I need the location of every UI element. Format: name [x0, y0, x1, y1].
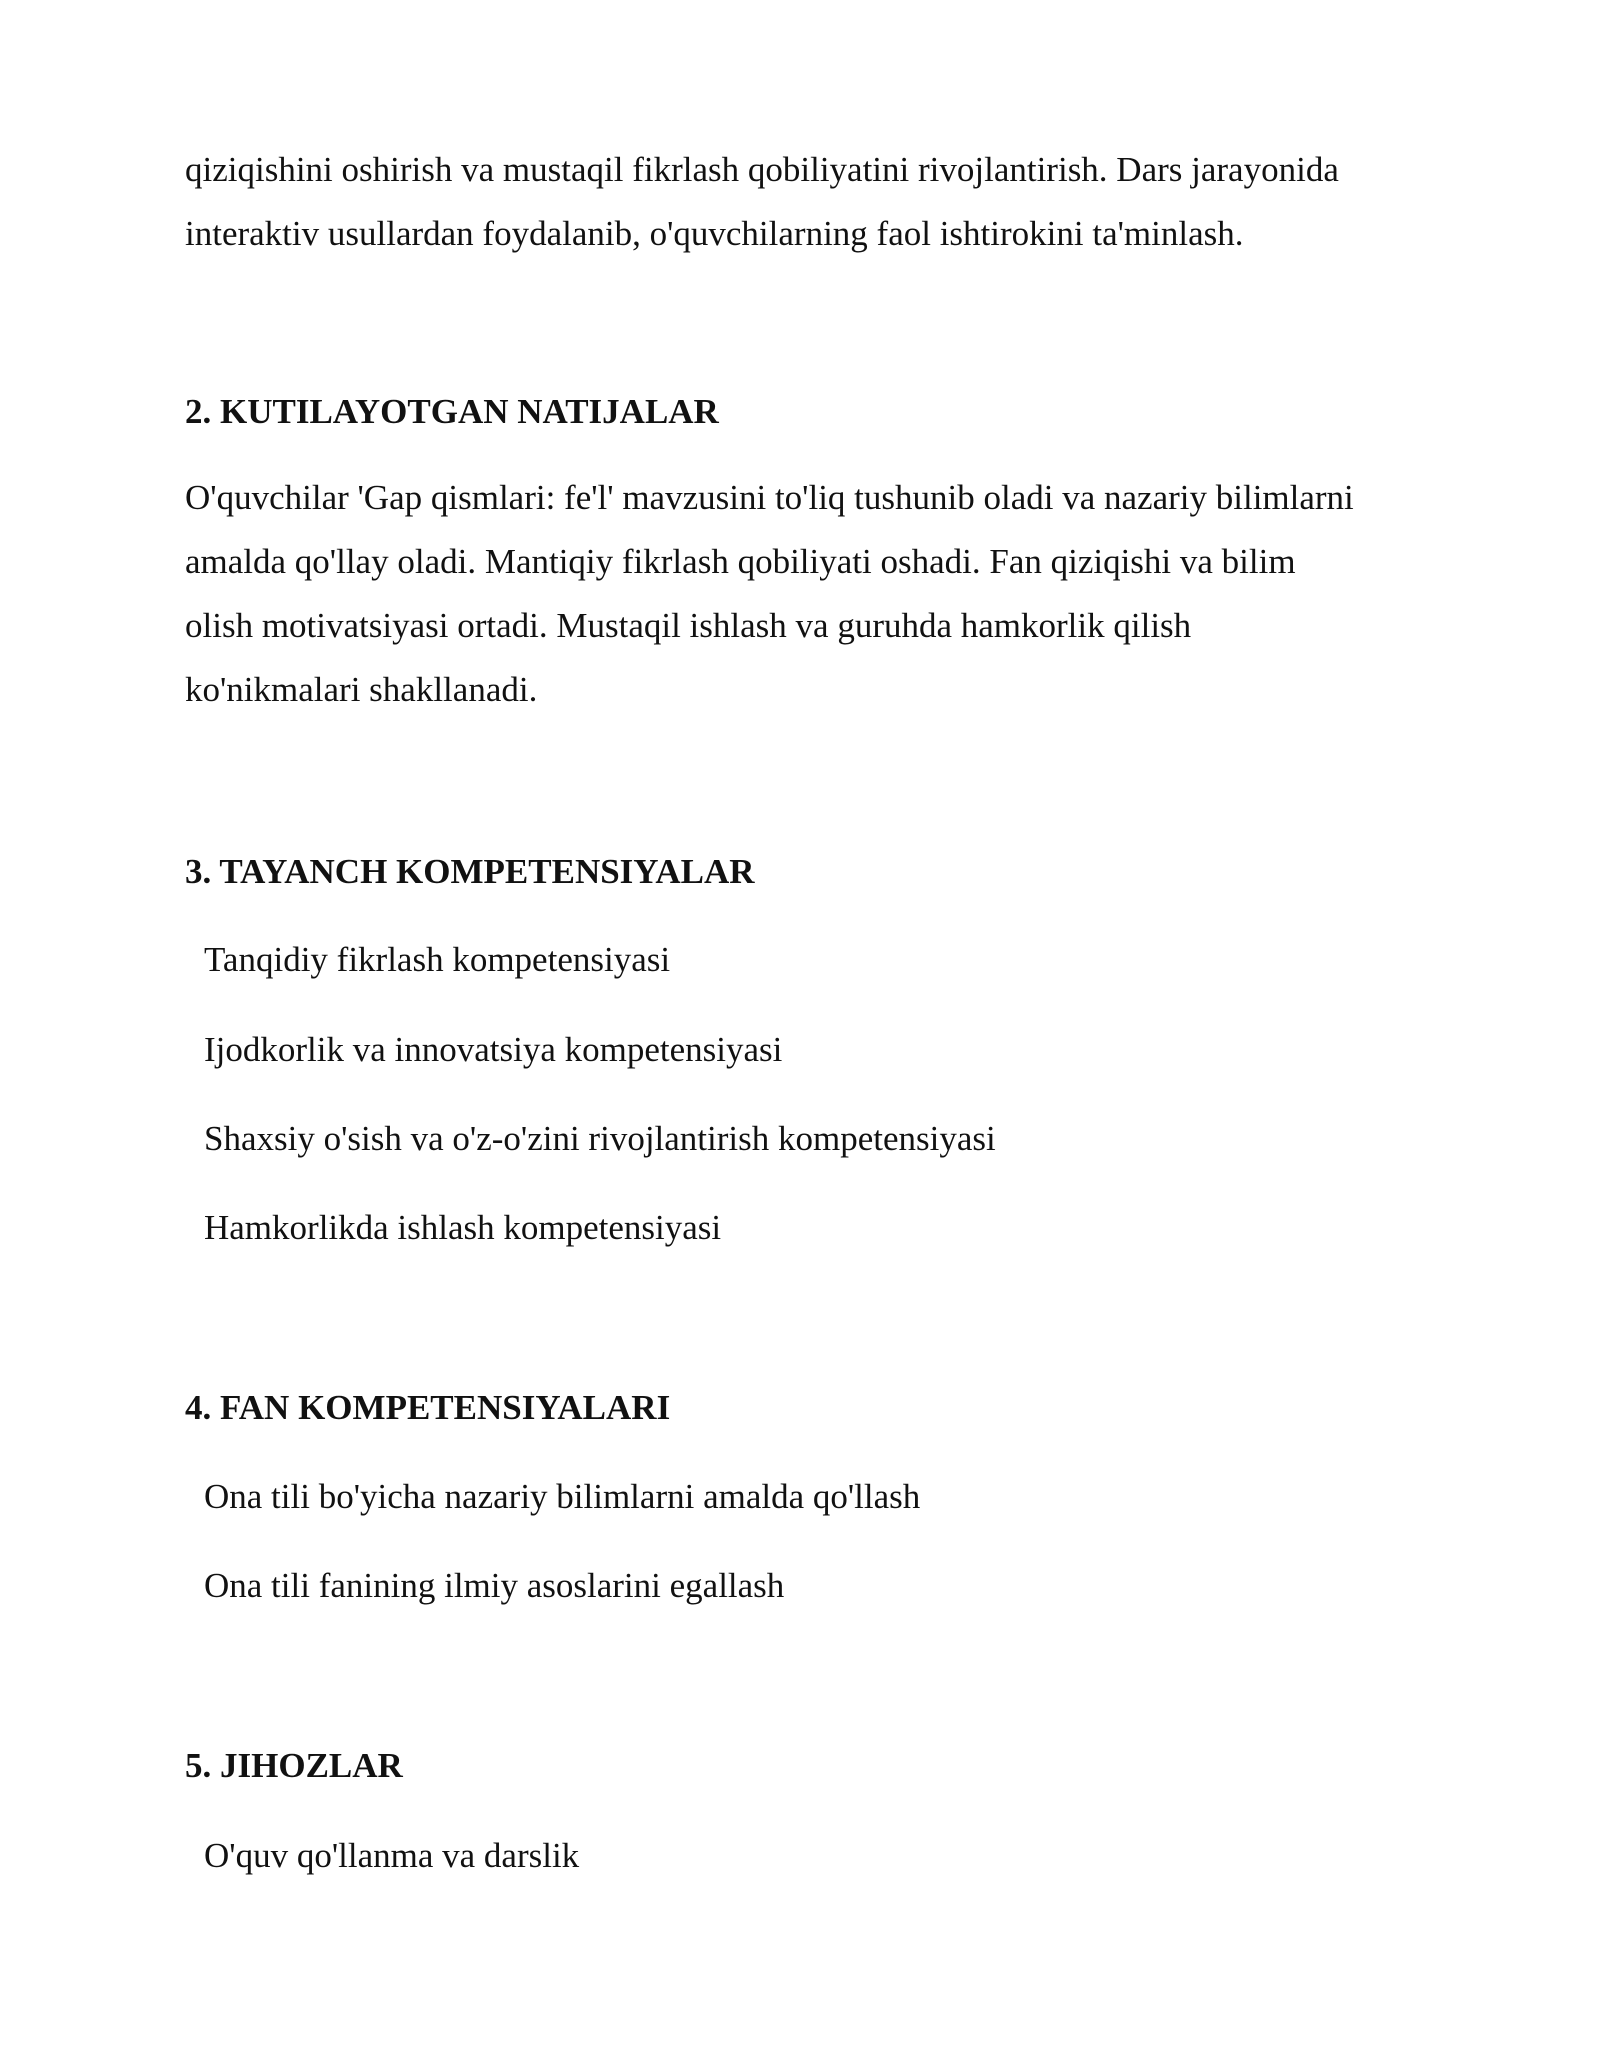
list-item: Tanqidiy fikrlash kompetensiyasi — [204, 940, 671, 979]
results-line: amalda qo'llay oladi. Mantiqiy fikrlash qobiliyati oshadi. Fan qiziqishi va bilim — [185, 542, 1296, 581]
results-line: O'quvchilar 'Gap qismlari: fe'l' mavzusini to'liq tushunib oladi va nazariy bilimlarni — [185, 478, 1354, 517]
section-heading-fan-kompetensiyalari: 4. FAN KOMPETENSIYALARI — [185, 1388, 671, 1427]
intro-line: interaktiv usullardan foydalanib, o'quvchilarning faol ishtirokini ta'minlash. — [185, 214, 1244, 253]
results-paragraph — [185, 466, 1445, 722]
list-item: Hamkorlikda ishlash kompetensiyasi — [204, 1208, 722, 1247]
section-heading-kutilayotgan-natijalar: 2. KUTILAYOTGAN NATIJALAR — [185, 392, 719, 431]
list-item: O'quv qo'llanma va darslik — [204, 1836, 580, 1875]
intro-paragraph — [185, 138, 1445, 266]
results-line: olish motivatsiyasi ortadi. Mustaqil ishlash va guruhda hamkorlik qilish — [185, 606, 1192, 645]
section-heading-tayanch-kompetensiyalar: 3. TAYANCH KOMPETENSIYALAR — [185, 852, 755, 891]
list-item: Shaxsiy o'sish va o'z-o'zini rivojlantirish kompetensiyasi — [204, 1119, 996, 1158]
list-item: Ijodkorlik va innovatsiya kompetensiyasi — [204, 1030, 783, 1069]
results-line: ko'nikmalari shakllanadi. — [185, 670, 538, 709]
list-item: Ona tili bo'yicha nazariy bilimlarni amalda qo'llash — [204, 1477, 921, 1516]
list-item: Ona tili fanining ilmiy asoslarini egallash — [204, 1566, 785, 1605]
section-heading-jihozlar: 5. JIHOZLAR — [185, 1746, 403, 1785]
intro-line: qiziqishini oshirish va mustaqil fikrlash qobiliyatini rivojlantirish. Dars jarayonida — [185, 150, 1339, 189]
